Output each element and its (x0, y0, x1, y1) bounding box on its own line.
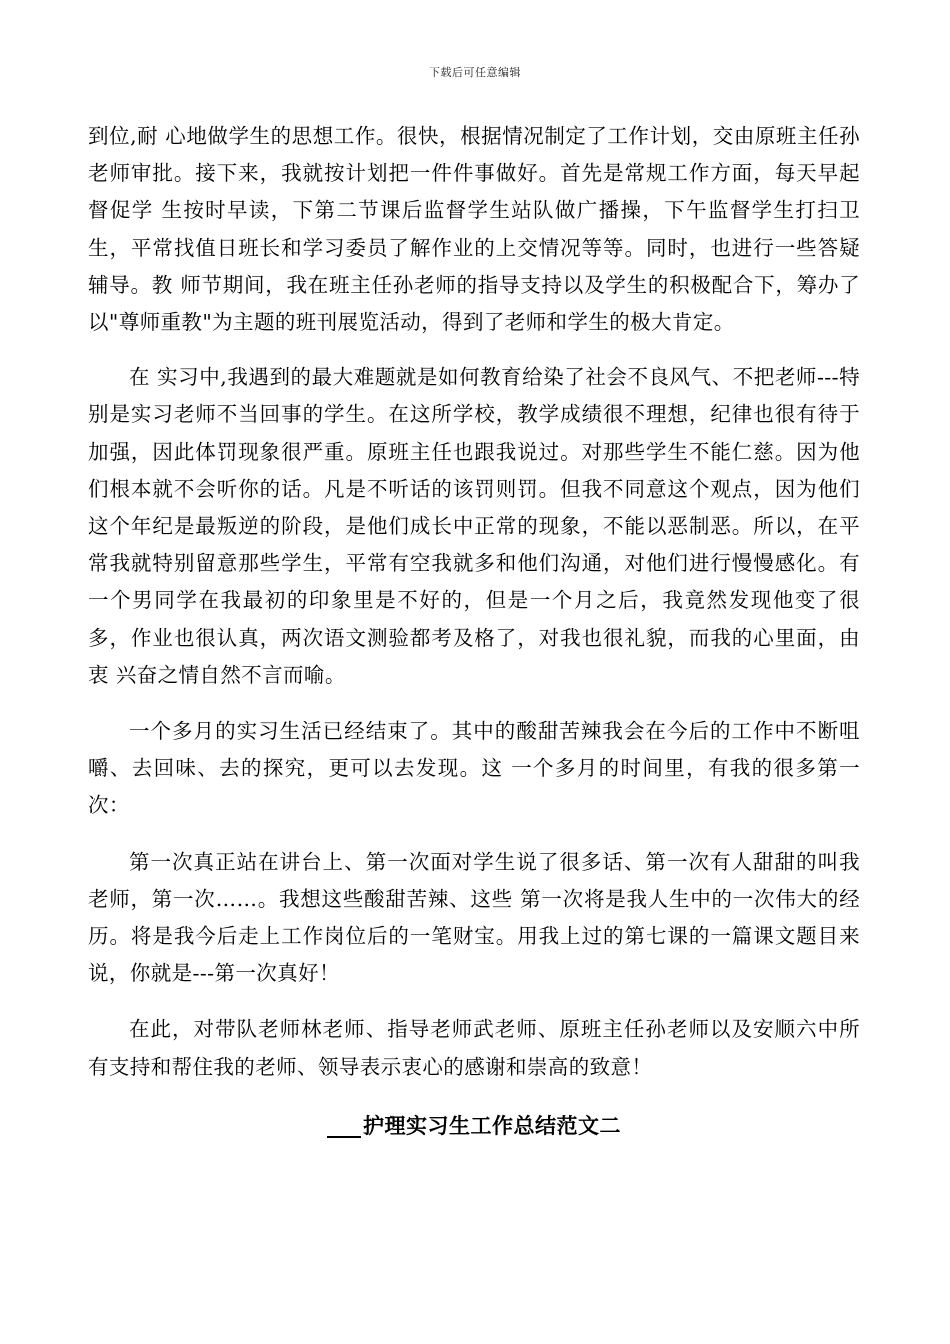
paragraph-2: 在 实习中,我遇到的最大难题就是如何教育给染了社会不良风气、不把老师---特别是实习老师不当回事的学生。在这所学校，教学成绩很不理想，纪律也很有待于 加强，因此体罚现象很严重。原班主任也跟我说过。对那些学生不能仁慈。因为他们根本就不会听你的话。凡是不听话的该罚则罚。但我不同意这个观点，因为他们 这个年纪是最叛逆的阶段，是他们成长中正常的现象，不能以恶制恶。所以，在平常我就特别留意那些学生，平常有空我就多和他们沟通，对他们进行慢慢感化。有 一个男同学在我最初的印象里是不好的，但是一个月之后，我竟然发现他变了很多，作业也很认真，两次语文测验都考及格了，对我也很礼貌，而我的心里面，由衷 兴奋之情自然不言而喻。 (88, 365, 860, 687)
paragraph-3: 一个多月的实习生活已经结束了。其中的酸甜苦辣我会在今后的工作中不断咀嚼、去回味、去的探究，更可以去发现。这 一个多月的时间里，有我的很多第一次： (88, 719, 860, 818)
page-header-caption: 下载后可任意编辑 (429, 66, 521, 79)
paragraph-5: 在此，对带队老师林老师、指导老师武老师、原班主任孙老师以及安顺六中所有支持和帮住我的老师、领导表示衷心的感谢和崇高的致意！ (88, 1017, 860, 1079)
section-title (88, 1108, 860, 1145)
paragraph-4: 第一次真正站在讲台上、第一次面对学生说了很多话、第一次有人甜甜的叫我老师，第一次……。我想这些酸甜苦辣、这些 第一次将是我人生中的一次伟大的经历。将是我今后走上工作岗位后的一笔财宝。用我上过的第七课的一篇课文题目来说，你就是---第一次真好！ (88, 849, 860, 986)
paragraph-1: 到位,耐 心地做学生的思想工作。很快，根据情况制定了工作计划，交由原班主任孙老师审批。接下来，我就按计划把一件件事做好。首先是常规工作方面，每天早起督促学 生按时早读，下第二节课后监督学生站队做广播操，下午监督学生打扫卫生，平常找值日班长和学习委员了解作业的上交情况等等。同时，也进行一些答疑辅导。教 师节期间，我在班主任孙老师的指导支持以及学生的积极配合下，筹办了以"尊师重教"为主题的班刊展览活动，得到了老师和学生的极大肯定。 (88, 124, 860, 335)
title-blank-underline (327, 1114, 361, 1138)
document-body (88, 118, 860, 1145)
section-title-text: 护理实习生工作总结范文二 (363, 1113, 621, 1138)
